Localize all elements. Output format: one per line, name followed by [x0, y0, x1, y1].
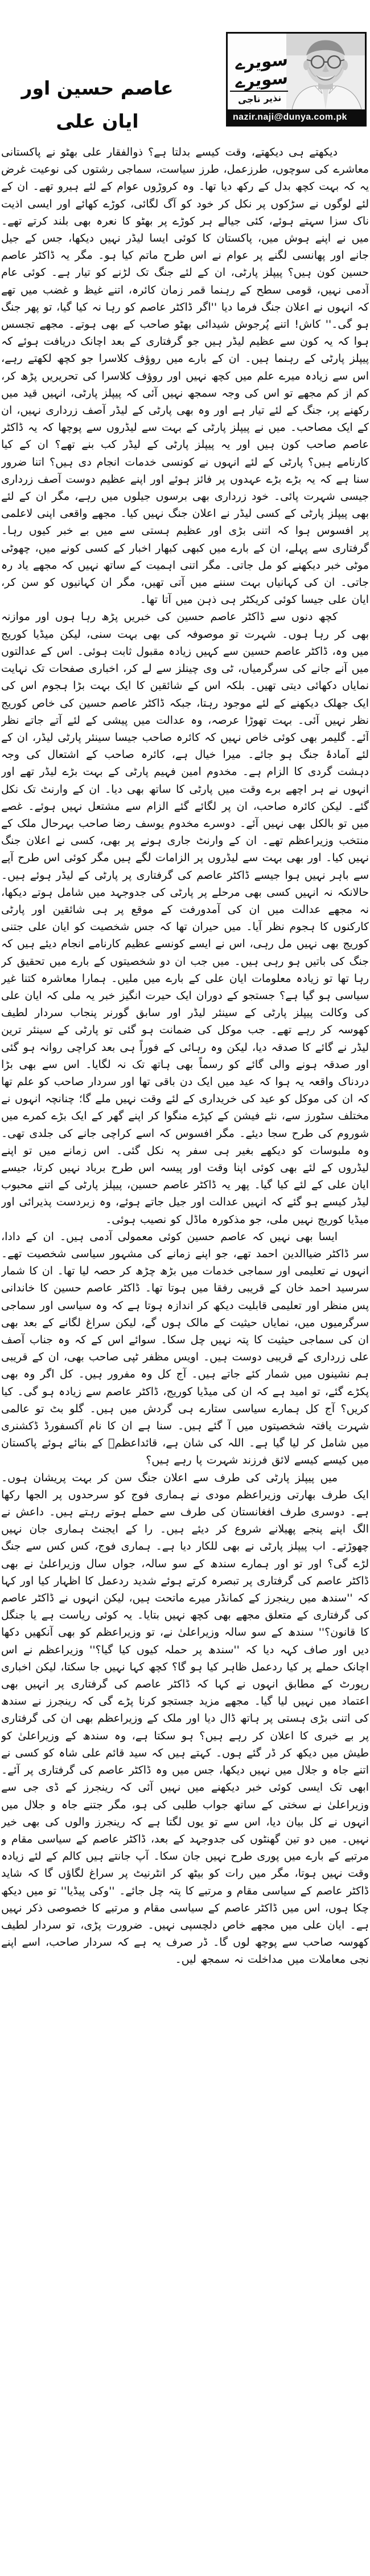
author-email: nazir.naji@dunya.com.pk — [233, 112, 347, 122]
columnist-masthead-box — [226, 32, 367, 127]
article-body — [1, 144, 369, 2573]
article-paragraph: میں پیپلز پارٹی کی طرف سے اعلان جنگ سن کر بہت پریشان ہوں۔ ایک طرف بھارتی وزیراعظم مودی نے ہماری فوج کو سرحدوں پر الجھا رکھا ہے۔ دوسری طرف افغانستان کی طرف سے حملے ہوتے رہتے ہیں۔ داعش نے الگ اپنے پنجے پھیلانے شروع کر دیئے ہیں۔ را کے ایجنٹ ہماری جان نہیں چھوڑتے۔ اب پیپلز پارٹی نے بھی للکار دیا ہے۔ ہماری فوج، کس کس سے جنگ لڑے گی؟ اور تو اور ہمارے سندھ کے سو سالہ، جواں سال وزیراعلیٰ نے بھی ڈاکٹر عاصم کی گرفتاری پر تبصرہ کرتے ہوئے شدید ردعمل کا اظہار کیا اور کہا کہ ''سندھ میں رینجرز کے کمانڈر میرے ماتحت ہیں، لیکن انہوں نے ڈاکٹر عاصم کی گرفتاری کے متعلق مجھے بھی کچھ نہیں بتایا۔ یہ کوئی ریاست ہے یا جنگل کا قانون؟'' سندھ کے سو سالہ وزیراعلیٰ نے، تو وزیراعظم کو بھی آنکھیں دکھا دیں اور صاف کہہ دیا کہ ''سندھ پر حملہ کیوں کیا گیا؟'' وزیراعظم نے اس اچانک حملے پر کیا ردعمل ظاہر کیا ہو گا؟ کچھ کہا نہیں جا سکتا، لیکن اخباری رپورٹ کے مطابق انہوں نے کہا کہ ڈاکٹر عاصم کی گرفتاری پر انہیں بھی اعتماد میں نہیں لیا گیا۔ مجھے مزید جستجو کرنا پڑے گی کہ رینجرز نے سندھ کی اتنی بڑی ہستی پر ہاتھ ڈال دیا اور ملک کے وزیراعظم بھی ان کی گرفتاری پر بے خبری کا اعلان کر رہے ہیں؟ ہو سکتا ہے، وہ سندھ کے وزیراعلیٰ کو طیش میں دیکھ کر ڈر گئے ہوں۔ کہتے ہیں کہ سید قائم علی شاہ کو کسی نے اتنے جاہ و جلال میں نہیں دیکھا، جس میں وہ ڈاکٹر عاصم کی گرفتاری پر آئے۔ ابھی تک ایسی کوئی خبر دیکھنے میں نہیں آئی کہ رینجرز کے ڈی جی سے وزیراعلیٰ نے سختی کے ساتھ جواب طلبی کی ہو، مگر جتنے جاہ و جلال میں انہوں نے کل بیان دیا، اس سے تو یوں لگتا ہے کہ رینجرز والوں کی بھی خیر نہیں۔ میں دو تین گھنٹوں کی جدوجہد کے بعد، ڈاکٹر عاصم کے سیاسی مقام و مرتبے کے بارے میں پوری طرح نہیں جان سکا۔ آپ جانتے ہیں کالم کے لئے زیادہ وقت نہیں ہوتا، مگر میں رات کو بیٹھ کر انٹرنیٹ پر سراغ لگاؤں گا کہ شاید ڈاکٹر عاصم کے سیاسی مقام و مرتبے کا پتہ چل جائے۔ ''وکی پیڈیا'' تو میں دیکھ چکا ہوں، اس میں ڈاکٹر عاصم کے سیاسی مقام و مرتبے کا خصوصی ذکر نہیں ہے۔ ایان علی میں مجھے خاص دلچسپی نہیں۔ ضرورت پڑی، تو سردار لطیف کھوسہ صاحب سے پوچھ لوں گا۔ ڈر صرف یہ ہے کہ سردار صاحب، اسے اپنے نجی معاملات میں مداخلت نہ سمجھ لیں۔ — [1, 1471, 369, 1966]
column-name-line2: سویرے — [235, 67, 289, 92]
column-name-line1: سویرے — [235, 49, 289, 74]
article-paragraph: ایسا بھی نہیں کہ عاصم حسین کوئی معمولی آدمی ہیں۔ ان کے دادا، سر ڈاکٹر ضیاالدین احمد تھے، جو اپنے زمانے کی مشہور سیاسی شخصیت تھے۔ انہوں نے تعلیمی اور سماجی خدمات میں بڑھ چڑھ کر حصہ لیا تھا۔ ان کا شمار سرسید احمد خان کے قریبی رفقا میں ہوتا تھا۔ ڈاکٹر عاصم حسین کا خاندانی پس منظر اور تعلیمی قابلیت دیکھ کر اندازہ ہوتا ہے کہ وہ سیاسی اور سماجی سرگرمیوں میں، نمایاں حیثیت کے مالک ہوں گے، لیکن سراغ لگانے کے بعد بھی ان کی سماجی حیثیت کا پتہ نہیں چل سکا۔ سوائے اس کے کہ وہ جناب آصف علی زرداری کے قریبی دوست ہیں۔ اویس مظفر ٹپی صاحب بھی، ان کے قریبی ہم نشینوں میں شمار کئے جاتے ہیں۔ آج کل وہ مفرور ہیں۔ کل اگر وہ بھی پکڑے گئے، تو امید ہے کہ ان کی میڈیا کوریج، ڈاکٹر عاصم سے زیادہ ہو گی۔ کیا کریں؟ آج کل ہمارے سیاسی ستارے ہی گردش میں ہیں۔ گلو بٹ تو عالمی شہرت یافتہ شخصیتوں میں آ گئے ہیں۔ سنا ہے ان کا نام آکسفورڈ ڈکشنری میں شامل کر لیا گیا ہے۔ اللہ کی شان ہے، قائداعظمؒ کے بنائے ہوئے پاکستان میں کیسے کیسے لائق فرزند شہرت پا رہے ہیں؟ — [1, 1230, 369, 1467]
column-logo — [229, 51, 288, 104]
article-paragraph: کچھ دنوں سے ڈاکٹر عاصم حسین کی خبریں پڑھ رہا ہوں اور موازنہ بھی کر رہا ہوں۔ شہرت تو موصوفہ کی بھی بہت سنی، لیکن میڈیا کوریج میں وہ، ڈاکٹر عاصم حسین سے کہیں زیادہ مقبول ثابت ہوئی۔ اس کے عدالتوں میں آنے جانے کی سرگرمیاں، ٹی وی چینلز سے لے کر، اخباری صفحات تک نہایت نمایاں دکھائی دیتی تھیں۔ بلکہ اس کے شائقین کا ایک بہت بڑا ہجوم اس کی ایک جھلک دیکھنے کے لئے موجود رہتا، جبکہ ڈاکٹر عاصم حسین کی خاص کوریج نظر نہیں آئی۔ بہت تھوڑا عرصہ، وہ عدالت میں پیشی کے لئے آتے جاتے نظر آئے۔ گلیمر بھی کوئی خاص نہیں کہ کائرہ صاحب جیسا سینئر پارٹی لیڈر، ان کے لئے آمادۂ جنگ ہو جائے۔ میرا خیال ہے، کائرہ صاحب کے اشتعال کی وجہ دہشت گردی کا الزام ہے۔ مخدوم امین فہیم پارٹی کے بہت بڑے لیڈر تھے اور انہوں نے ہر اچھے برے وقت میں پارٹی کا ساتھ بھی دیا۔ ان کے وارنٹ تک نکل گئے۔ لیکن کائرہ صاحب، ان پر لگائے گئے الزام سے مشتعل نہیں ہوئے۔ غصے میں تو بالکل بھی نہیں آئے۔ دوسرے مخدوم یوسف رضا صاحب بہرحال ملک کے منتخب وزیراعظم تھے۔ ان کے وارنٹ جاری ہونے پر بھی، کسی نے اعلان جنگ نہیں کیا۔ اور بھی بہت سے لیڈروں پر الزامات لگے ہیں مگر کوئی اس طرح آپے سے باہر نہیں ہوا جیسے ڈاکٹر عاصم کی گرفتاری پر پارٹی کے لیڈر ہوئے ہیں۔ حالانکہ نہ انہیں کسی بھی مرحلے پر پارٹی کی جدوجہد میں شامل ہوتے دیکھا، نہ مجھے عدالت میں ان کی آمدورفت کے موقع پر ہی شائقین اور پارٹی کارکنوں کا ہجوم نظر آیا۔ میں حیران تھا کہ جس شخصیت کو ایان علی جتنی کوریج بھی نہیں مل رہی، اس نے ایسے کونسے عظیم کارنامے انجام دیئے ہیں کہ جنگ کی باتیں ہو رہی ہیں۔ میں جب ان دو شخصیتوں کے بارے میں تحقیق کر رہا تھا تو زیادہ معلومات ایان علی کے بارے میں ملیں۔ ہمارا معاشرہ کتنا غیر سیاسی ہو گیا ہے؟ جستجو کے دوران ایک حیرت انگیز خبر یہ ملی کہ ایان علی کی وکالت پیپلز پارٹی کے سینئر لیڈر اور سابق گورنر پنجاب سردار لطیف کھوسہ کر رہے تھے۔ جب موکل کی ضمانت ہو گئی تو پارٹی کے سینئر ترین لیڈر نے گائے کا صدقہ دیا، لیکن وہ رہائی کے فوراً ہی بعد کراچی روانہ ہو گئی اور صدقہ ہونے والی گائے کو رسماً بھی ہاتھ تک نہ لگایا۔ اس سے بھی بڑا دردناک واقعہ یہ ہوا کہ عید میں ایک دن باقی تھا اور سردار صاحب کو علم تھا کہ ان کی موکل کو عید کی خریداری کے لئے وقت نہیں ملے گا؛ چنانچہ انہوں نے مختلف سٹورز سے، نئے فیشن کے کپڑے منگوا کر اپنے گھر کے ایک بڑے کمرے میں شوروم کی طرح سجا دیئے۔ مگر افسوس کہ اسے کراچی جانے کی جلدی تھی۔ وہ ملبوسات کو دیکھے بغیر ہی سفر پہ نکل گئی۔ اس زمانے میں تو اپنے لیڈروں کے لئے بھی کوئی اپنا وقت اور پیسہ اس طرح برباد نہیں کرتا، جیسے ایان علی کے لئے کیا گیا۔ پھر یہ ڈاکٹر عاصم حسین، پیپلز پارٹی کے اتنے محبوب لیڈر کیسے ہو گئے کہ انہیں عدالت اور جیل جاتے ہوئے، وہ زبردست پذیرائی اور میڈیا کوریج نہیں ملی، جو مذکورہ ماڈل کو نصیب ہوئی۔ — [1, 610, 369, 1226]
article-paragraph: دیکھتے ہی دیکھتے، وقت کیسے بدلتا ہے؟ ذوالفقار علی بھٹو نے پاکستانی معاشرے کی سوچوں، طرزعمل، طرز سیاست، سماجی رشتوں کی نوعیت غرض یہ کہ بہت کچھ بدل کے رکھ دیا تھا۔ وہ کروڑوں عوام کے لئے ہیرو تھے۔ ان کے لئے لوگوں نے سڑکوں پر نکل کر خود کو آگ لگائی، کوڑے کھائے اور ایسی اذیت ناک سزا سہتے ہوئے، کئی جیالے ہر کوڑے پر بھٹو کا نعرہ بھی بلند کرتے تھے۔ میں نے اپنے ہوش میں، پاکستان کا کوئی ایسا لیڈر نہیں دیکھا، جس کے جیل جانے اور پھانسی لگنے پر عوام نے اس طرح ماتم کیا ہو۔ مگر یہ ڈاکٹر عاصم حسین کون ہیں؟ پیپلز پارٹی، ان کے لئے جنگ تک لڑنے کو تیار ہے۔ کوئی عام آدمی نہیں، قومی سطح کے رہنما قمر زمان کائرہ، اتنے غیظ و غضب میں تھے کہ انہوں نے اعلان جنگ فرما دیا ''اگر ڈاکٹر عاصم کو رہا نہ کیا گیا، تو پھر جنگ ہو گی۔'' کاش! اتنے پُرجوش شیدائی بھٹو صاحب کے بھی ہوتے۔ مجھے تجسس ہوا کہ یہ کون سے عظیم لیڈر ہیں جو گرفتاری کے بعد اچانک دریافت ہوئے کہ پیپلز پارٹی کے رہنما ہیں۔ ان کے بارے میں روؤف کلاسرا جو کچھ لکھتے رہے، اس سے زیادہ میرے علم میں کچھ نہیں اور روؤف کلاسرا کی تحریریں پڑھ کر، کم از کم مجھے تو اس کی وجہ سمجھ نہیں آئی کہ پیپلز پارٹی، انہیں قید میں رکھنے پر، جنگ کے لئے تیار ہے اور وہ بھی پارٹی کے لیڈر آصف زرداری نہیں، ان کے ایک مصاحب۔ میں نے پیپلز پارٹی کے بہت سے لیڈروں سے پوچھا کہ یہ ڈاکٹر عاصم صاحب کون ہیں اور یہ پیپلز پارٹی کے لیڈر کب بنے تھے؟ ان کے کیا کارنامے ہیں؟ پارٹی کے لئے انہوں نے کونسی خدمات انجام دی ہیں؟ اتنا ضرور سنا ہے کہ یہ بڑے بڑے عہدوں پر فائز ہوئے اور اپنے عظیم دوست آصف زرداری جیسی شہرت پائی۔ خود زرداری بھی برسوں جیلوں میں رہے، مگر ان کے لئے بھی پیپلز پارٹی کے کسی لیڈر نے اعلان جنگ نہیں کیا۔ مجھے واقعی اپنی لاعلمی پر افسوس ہوا کہ اتنی بڑی اور عظیم ہستی سے میں بے خبر کیوں رہا۔ گرفتاری سے پہلے، ان کے بارے میں کبھی کبھار اخبار کے کسی کونے میں، چھوٹی موٹی خبر دیکھنے کو مل جاتی۔ مگر اتنی اہمیت کے ساتھ نہیں کہ مجھے یاد رہ جاتی۔ ان کی کہانیاں بہت سننے میں آتی تھیں، مگر ان کہانیوں کو سن کر، ایان علی جیسا کوئی کریکٹر ہی ذہن میں آتا تھا۔ — [1, 146, 369, 606]
author-name: نذیر ناجی — [237, 92, 282, 105]
author-photo — [286, 34, 365, 109]
page-title: عاصم حسین اور ایان علی — [21, 77, 174, 132]
author-email-bar — [228, 109, 365, 125]
